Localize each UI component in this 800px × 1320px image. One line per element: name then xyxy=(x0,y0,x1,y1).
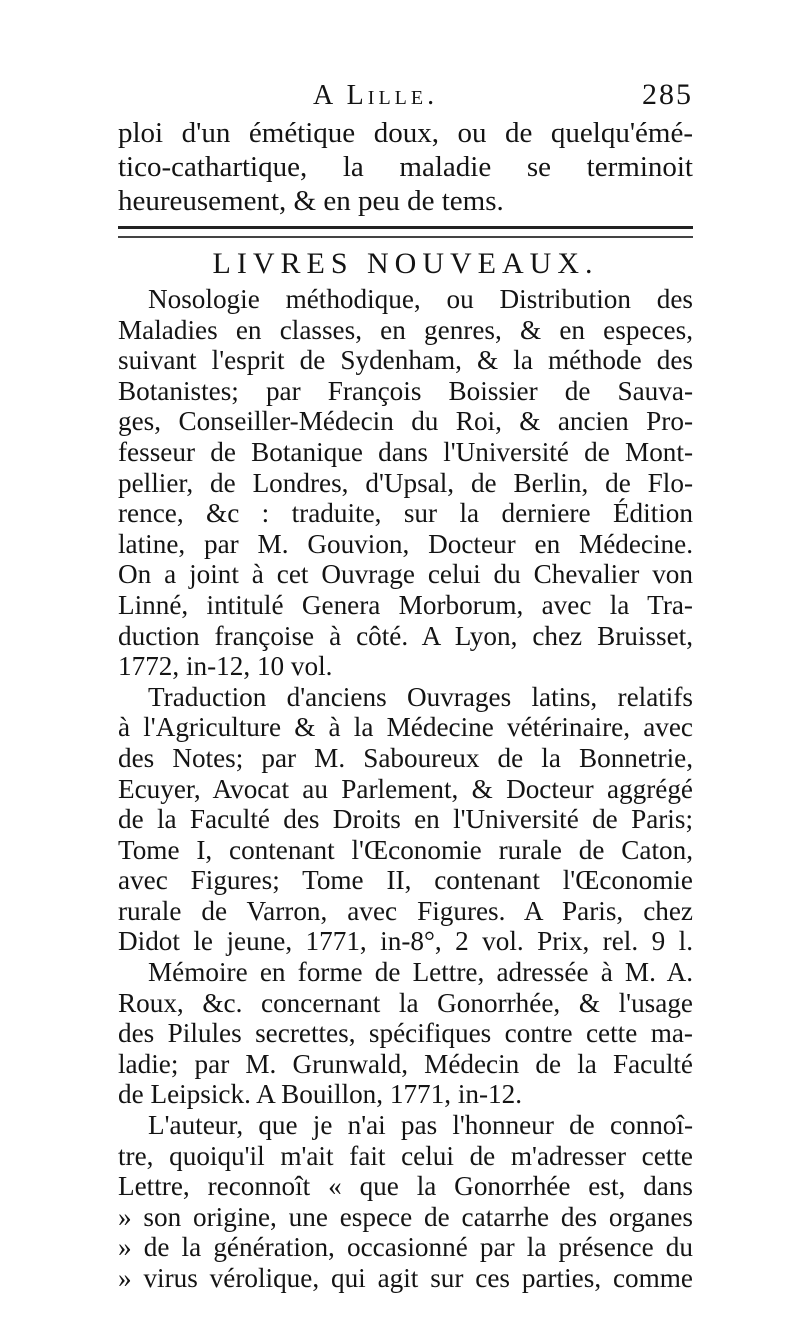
text-line: rurale de Varron, avec Figures. A Paris, chez xyxy=(118,895,693,926)
entry-commentary xyxy=(118,1110,693,1294)
text-line: 1772, in-12, 10 vol. xyxy=(118,651,333,682)
text-line: » son origine, une espece de catarrhe des organes xyxy=(118,1201,693,1232)
text-line: Traduction d'anciens Ouvrages latins, relatifs xyxy=(148,681,693,712)
running-title: A Lille. xyxy=(313,80,439,111)
text-line: ploi d'un émétique doux, ou de quelqu'émé- xyxy=(118,117,693,149)
text-line: des Pilules secrettes, spécifiques contre cette ma- xyxy=(118,1018,693,1049)
text-line: Lettre, reconnoît « que la Gonorrhée est, dans xyxy=(118,1171,693,1202)
page-header xyxy=(118,72,693,116)
text-line: Didot le jeune, 1771, in-8°, 2 vol. Prix, rel. 9 l. xyxy=(118,926,693,957)
text-line: de la Faculté des Droits en l'Université de Paris; xyxy=(118,804,693,835)
text-line: On a joint à cet Ouvrage celui du Chevalier von xyxy=(118,559,693,590)
text-line: Linné, intitulé Genera Morborum, avec la Tra- xyxy=(118,589,693,620)
page-number: 285 xyxy=(642,78,693,111)
text-line: duction françoise à côté. A Lyon, chez Bruisset, xyxy=(118,620,693,651)
text-line: ladie; par M. Grunwald, Médecin de la Faculté xyxy=(118,1048,693,1079)
entry-memoire xyxy=(118,957,693,1110)
text-line: tre, quoiqu'il m'ait fait celui de m'adresser cette xyxy=(118,1140,693,1171)
text-line: Mémoire en forme de Lettre, adressée à M. A. xyxy=(148,957,693,988)
text-line: de Leipsick. A Bouillon, 1771, in-12. xyxy=(118,1079,523,1110)
text-line: suivant l'esprit de Sydenham, & la méthode des xyxy=(118,345,693,376)
text-line: » de la génération, occasionné par la présence du xyxy=(118,1232,693,1263)
text-line: à l'Agriculture & à la Médecine vétérinaire, avec xyxy=(118,712,693,743)
text-line: fesseur de Botanique dans l'Université de Mont- xyxy=(118,436,693,467)
text-line: ges, Conseiller-Médecin du Roi, & ancien Pro- xyxy=(118,406,693,437)
text-line: pellier, de Londres, d'Upsal, de Berlin, de Flo- xyxy=(118,467,693,498)
section-heading: LIVRES NOUVEAUX. xyxy=(212,247,599,280)
text-line: Ecuyer, Avocat au Parlement, & Docteur aggrégé xyxy=(118,773,693,804)
text-line: des Notes; par M. Saboureux de la Bonnetrie, xyxy=(118,742,693,773)
book-page xyxy=(118,72,693,1294)
intro-paragraph xyxy=(118,116,693,218)
text-line: tico-cathartique, la maladie se terminoit xyxy=(118,151,693,183)
section-divider xyxy=(118,226,693,238)
text-line: avec Figures; Tome II, contenant l'Œconomie xyxy=(118,865,693,896)
text-line: rence, &c : traduite, sur la derniere Édition xyxy=(118,498,693,529)
text-line: Nosologie méthodique, ou Distribution des xyxy=(148,284,693,314)
text-line: heureusement, & en peu de tems. xyxy=(118,185,504,217)
text-line: Maladies en classes, en genres, & en especes, xyxy=(118,314,693,345)
text-line: L'auteur, que je n'ai pas l'honneur de connoî- xyxy=(148,1110,693,1141)
text-line: Tome I, contenant l'Œconomie rurale de Caton, xyxy=(118,834,693,865)
entry-nosologie xyxy=(118,284,693,682)
text-line: Roux, &c. concernant la Gonorrhée, & l'usage xyxy=(118,987,693,1018)
text-line: latine, par M. Gouvion, Docteur en Médecine. xyxy=(118,528,693,559)
entry-traduction xyxy=(118,682,693,957)
text-line: Botanistes; par François Boissier de Sauva- xyxy=(118,375,693,406)
text-line: » virus vérolique, qui agit sur ces parties, comme xyxy=(118,1263,693,1293)
